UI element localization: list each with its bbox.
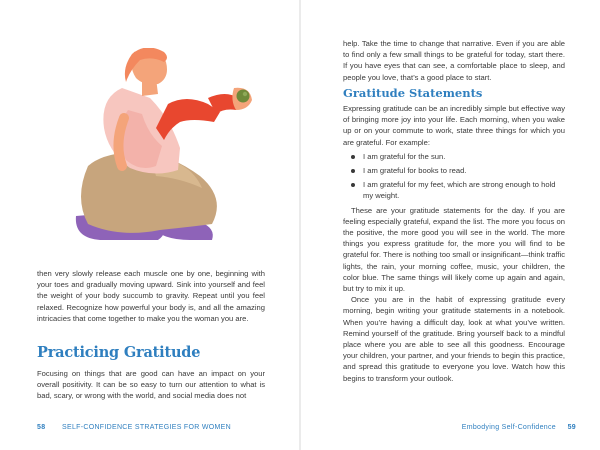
section-heading-gratitude-statements: Gratitude Statements — [343, 86, 483, 100]
list-item: I am grateful for my feet, which are strong enough to hold my weight. — [343, 179, 565, 201]
running-title-left: SELF-CONFIDENCE STRATEGIES FOR WOMEN — [62, 424, 231, 431]
paragraph: Focusing on things that are good can have an impact on your overall positivity. It can be so easy to turn our attention to what is bad, scary, or wrong with the world, and social media does not — [37, 369, 265, 401]
left-paragraph-bottom — [37, 368, 265, 402]
right-paragraph-top — [343, 38, 565, 83]
woman-illustration — [30, 48, 270, 248]
list-item: I am grateful for the sun. — [343, 151, 565, 162]
left-paragraph-top — [37, 268, 265, 324]
page-number-right: 59 — [567, 424, 576, 431]
paragraph-intro: Expressing gratitude can be an incredibly simple but effective way of bringing more joy into your life. Each morning, when you wake up or on your commute to work, state three things for which you are grateful. For example: — [343, 104, 565, 147]
right-body-text — [343, 103, 565, 384]
right-page — [300, 0, 600, 450]
list-item: I am grateful for books to read. — [343, 165, 565, 176]
page-number-left: 58 — [37, 424, 46, 431]
paragraph: help. Take the time to change that narrative. Even if you are able to find only a few small things to be grateful for today, start there. If you have eyes that can see, a comfortable place to sleep, and people you love, that’s a good place to start. — [343, 39, 565, 82]
paragraph: then very slowly release each muscle one by one, beginning with your toes and gradually moving upward. Sink into yourself and feel the weight of your body succumb to gravity. Repeat until you feel relaxed. Recognize how powerful your body is, and all the amazing intricacies that come together to make you the woman you are. — [37, 269, 265, 323]
section-heading-practicing-gratitude: Practicing Gratitude — [37, 344, 201, 361]
gratitude-examples-list — [343, 151, 565, 202]
paragraph: Once you are in the habit of expressing gratitude every morning, begin writing your gratitude statements in a notebook. When you’re having a difficult day, look at what you’ve written. Remind yourself of the gratitude. Bring yourself back to a mindful place where you are able to see all this goodness. Encourage your children, your partner, and your friends to begin this practice, and spread this gratitude to everyone you love. Watch how this begins to transform your outlook. — [343, 295, 565, 383]
running-title-right: Embodying Self-Confidence — [461, 424, 556, 431]
paragraph: These are your gratitude statements for the day. If you are feeling especially grateful, expand the list. The more you focus on the positive, the more good you will see in the world. The more things you express gratitude for, the more you will find to be grateful for. There is nothing too small or insignificant—think traffic lights, the rain, your morning coffee, music, your children, the color blue. The same things will likely come up again and again, but try to mix it up. — [343, 205, 565, 294]
